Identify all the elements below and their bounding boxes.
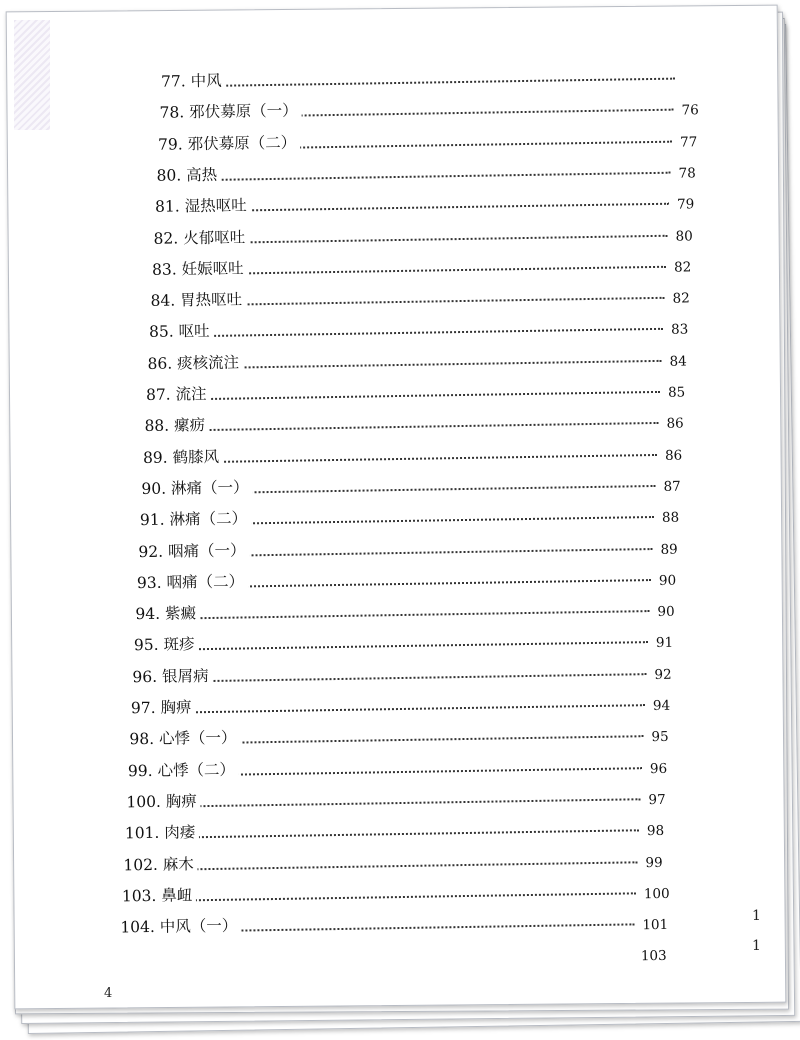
toc-entry-title: 101. 肉痿 bbox=[125, 820, 200, 843]
toc-entry-page: 99 bbox=[645, 854, 662, 870]
toc-entry bbox=[2, 654, 800, 689]
toc-entry-title: 79. 邪伏募原（二） bbox=[158, 130, 300, 154]
dot-leader bbox=[164, 632, 648, 652]
toc-entry-title: 89. 鹤膝风 bbox=[143, 444, 223, 467]
toc-entry bbox=[0, 498, 800, 533]
toc-entry-title: 92. 咽痛（一） bbox=[138, 538, 249, 562]
toc-entry bbox=[4, 748, 800, 783]
toc-entry-page: 84 bbox=[669, 353, 686, 369]
toc-entry-page: 90 bbox=[659, 572, 676, 588]
dot-leader bbox=[183, 224, 667, 244]
toc-entry bbox=[5, 811, 800, 846]
toc-entry-title: 87. 流注 bbox=[146, 382, 211, 405]
toc-entry bbox=[1, 561, 800, 596]
toc-entry bbox=[0, 404, 799, 439]
toc-entry-title: 86. 痰核流注 bbox=[147, 350, 243, 373]
toc-entry-page: 95 bbox=[651, 729, 668, 745]
toc-entry-page: 82 bbox=[674, 259, 691, 275]
toc-entry-page: 79 bbox=[677, 197, 694, 213]
toc-entry-title: 81. 湿热呕吐 bbox=[155, 193, 251, 216]
toc-entry-title: 94. 紫癜 bbox=[135, 601, 200, 624]
dot-leader bbox=[191, 68, 675, 88]
toc-entry bbox=[0, 435, 799, 470]
toc-entry-title: 100. 胸痹 bbox=[126, 789, 201, 812]
toc-entry-page: 86 bbox=[666, 416, 683, 432]
toc-entry bbox=[0, 60, 793, 95]
dot-leader bbox=[161, 694, 645, 714]
toc-entry bbox=[7, 936, 800, 971]
dot-leader bbox=[186, 162, 670, 182]
toc-entry-title: 83. 妊娠呕吐 bbox=[152, 256, 248, 279]
toc-entry bbox=[0, 154, 795, 189]
toc-entry bbox=[4, 780, 800, 815]
toc-entry-title: 80. 高热 bbox=[156, 163, 221, 186]
toc-entry-title: 98. 心悸（一） bbox=[129, 726, 240, 750]
toc-entry-page: 101 bbox=[642, 917, 668, 933]
toc-entry-title: 104. 中风（一） bbox=[120, 914, 241, 938]
toc-entry-page: 103 bbox=[641, 948, 667, 964]
dot-leader bbox=[174, 412, 658, 432]
dot-leader bbox=[176, 381, 660, 401]
toc-entry-title: 102. 麻木 bbox=[123, 852, 198, 875]
toc-entry-title: 77. 中风 bbox=[161, 69, 226, 92]
dot-leader bbox=[156, 788, 640, 808]
toc-entry-page: 87 bbox=[663, 478, 680, 494]
dot-leader bbox=[155, 819, 639, 839]
toc-entry bbox=[0, 91, 794, 126]
toc-entry-page: 85 bbox=[668, 385, 685, 401]
toc-entry-page: 88 bbox=[662, 510, 679, 526]
toc-entry-title: 96. 银屑病 bbox=[132, 664, 212, 687]
toc-entry-title: 78. 邪伏募原（一） bbox=[159, 99, 301, 123]
toc-entry bbox=[3, 686, 800, 721]
dot-leader bbox=[185, 193, 669, 213]
toc-entry bbox=[0, 122, 794, 157]
toc-entry-page: 98 bbox=[647, 823, 664, 839]
toc-entry bbox=[0, 341, 798, 376]
toc-entry-title: 93. 咽痛（二） bbox=[137, 569, 248, 593]
toc-entry bbox=[0, 185, 795, 220]
toc-entry-page: 100 bbox=[644, 886, 670, 902]
dot-leader bbox=[152, 882, 636, 902]
dot-leader bbox=[180, 287, 664, 307]
toc-entry bbox=[0, 279, 797, 314]
toc-entry bbox=[2, 623, 800, 658]
toc-entry bbox=[5, 842, 800, 877]
toc-entry-title: 103. 鼻衄 bbox=[122, 883, 197, 906]
toc-entry bbox=[6, 873, 800, 908]
toc-entry-title: 97. 胸痹 bbox=[131, 695, 196, 718]
toc-entry-title: 91. 淋痛（二） bbox=[140, 507, 251, 531]
toc-entry-page: 89 bbox=[660, 541, 677, 557]
toc-entry bbox=[0, 529, 800, 564]
dot-leader bbox=[177, 350, 661, 370]
toc-entry bbox=[6, 905, 800, 940]
toc-entry-title: 85. 呕吐 bbox=[149, 319, 214, 342]
edge-mark: 1 bbox=[752, 908, 761, 924]
toc-entry bbox=[3, 717, 800, 752]
toc-entry bbox=[0, 248, 796, 283]
edge-mark: 1 bbox=[752, 938, 761, 954]
toc-entry-page: 76 bbox=[681, 103, 698, 119]
dot-leader bbox=[153, 851, 637, 871]
dot-leader bbox=[162, 663, 646, 683]
toc-entry-page: 83 bbox=[671, 322, 688, 338]
toc-entry-page: 77 bbox=[680, 134, 697, 150]
toc-entry bbox=[0, 467, 800, 502]
toc-entry bbox=[0, 373, 798, 408]
toc-entry-page: 80 bbox=[675, 228, 692, 244]
toc-entry-page: 90 bbox=[657, 604, 674, 620]
toc-entry-title: 95. 斑疹 bbox=[134, 633, 199, 656]
toc-entry-page: 92 bbox=[654, 666, 671, 682]
toc-entry-title: 88. 瘰疬 bbox=[144, 413, 209, 436]
toc-entry-title: 99. 心悸（二） bbox=[128, 757, 239, 781]
dot-leader bbox=[165, 600, 649, 620]
toc-entry-title: 84. 胃热呕吐 bbox=[150, 287, 246, 310]
dot-leader bbox=[173, 444, 657, 464]
toc-entry-page: 94 bbox=[653, 698, 670, 714]
dot-leader bbox=[179, 318, 663, 338]
toc-entry-page: 82 bbox=[672, 291, 689, 307]
toc-entry bbox=[1, 592, 800, 627]
toc-entry-page: 97 bbox=[648, 792, 665, 808]
toc-entry-title: 82. 火郁呕吐 bbox=[153, 225, 249, 248]
toc-entry-title: 90. 淋痛（一） bbox=[141, 475, 252, 499]
page-number: 4 bbox=[104, 986, 112, 1001]
toc-entry-page: 86 bbox=[665, 447, 682, 463]
toc-entry-page: 96 bbox=[650, 760, 667, 776]
toc-entry-page: 78 bbox=[678, 165, 695, 181]
toc-entry-page: 91 bbox=[656, 635, 673, 651]
toc-entry bbox=[0, 310, 797, 345]
dot-leader bbox=[182, 256, 666, 276]
toc-entry bbox=[0, 216, 796, 251]
